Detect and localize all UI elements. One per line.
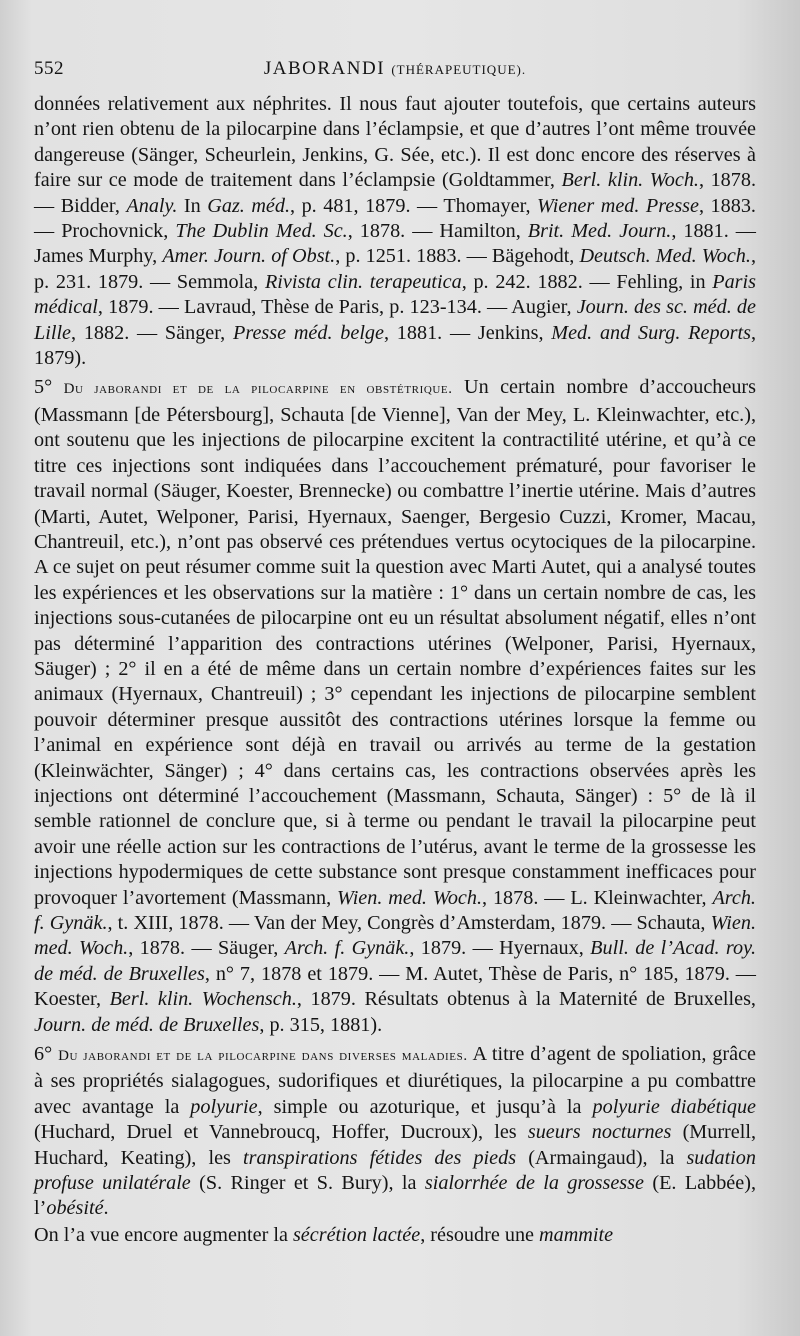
text-run: , 1881. — James Murphy,: [34, 220, 756, 268]
body-text: [34, 92, 756, 1248]
running-head: [34, 58, 756, 80]
emphasis-term: obésité: [46, 1197, 104, 1220]
section-heading: Du jaborandi et de la pilocarpine en obstétrique.: [63, 381, 453, 398]
citation-title: Med. and Surg. Reports: [551, 321, 751, 344]
emphasis-term: mammite: [539, 1223, 614, 1246]
citation-title: Berl. klin. Woch.: [561, 169, 699, 192]
text-run: , 1881. — Jenkins,: [383, 321, 552, 344]
text-run: , n° 7, 1878 et 1879. — M. Autet, Thèse de Paris, n° 185, 1879. — Koester,: [34, 962, 756, 1011]
text-run: , 1879).: [34, 321, 757, 370]
text-run: , 1879. Résultats obtenus à la Maternité de Bruxelles,: [296, 988, 756, 1011]
text-run: (Huchard, Druel et Vannebroucq, Hoffer, Ducroux), les: [34, 1121, 528, 1144]
section-heading: Du jaborandi et de la pilocarpine dans diverses maladies.: [58, 1048, 468, 1065]
text-run: , p. 315, 1881).: [259, 1013, 383, 1036]
text-run: données relativement aux néphrites. Il nous faut ajouter toutefois, que certains auteurs n’ont rien obtenu de la pilocarpine dans l’éclampsie, et que d’autres l’ont même trouvée dangereuse (Sänger, Scheurlein, Jenkins, G. Sée, etc.). Il est donc encore des réserves à faire sur ce mode de traitement dans l’éclampsie (Goldtammer,: [34, 93, 756, 192]
paragraph-lactation: [34, 1223, 756, 1248]
citation-title: Wiener med. Presse: [537, 194, 699, 217]
citation-title: Arch. f. Gynäk.: [284, 937, 410, 960]
text-run: , 1878. — Hamilton,: [347, 220, 528, 243]
citation-title: Analy.: [126, 194, 178, 217]
citation-title: Wien. med. Woch.: [34, 912, 757, 960]
text-run: , p. 1251. 1883. — Bägehodt,: [335, 245, 580, 268]
paragraph-obstetrics: [34, 375, 756, 1038]
text-run: , 1878. — L. Kleinwachter,: [482, 886, 713, 909]
text-run: Un certain nombre d’accoucheurs (Massmann [de Pétersbourg], Schauta [de Vienne], Van der Mey, L. Kleinwachter, etc.), ont soutenu que les injections de pilocarpine excitent la contractilité utérine, et qu’à ce titre ces injections sont indiquées dans l’accouchement prématuré, pour favoriser le travail normal (Säuger, Koester, Brennecke) ou combattre l’inertie utérine. Mais d’autres (Marti, Autet, Welponer, Parisi, Hyernaux, Saenger, Bergesio Cuzzi, Kromer, Macau, Chantreuil, etc.), n’ont pas observé ces prétendues vertus ocytociques de la pilocarpine. A ce sujet on peut résumer comme suit la question avec Marti Autet, qui a analysé toutes les expériences et les observations sur la matière : 1° dans un certain nombre de cas, les injections sous-cutanées de pilocarpine ont eu un résultat absolument négatif, elles n’ont pas déterminé l’apparition des contractions utérines (Welponer, Parisi, Hyernaux, Säuger) ; 2° il en a été de même dans un certain nombre d’expériences faites sur les animaux (Hyernaux, Chantreuil) ; 3° cependant les injections de pilocarpine semblent pouvoir déterminer presque aussitôt des contractions utérines lorsque la femme ou l’animal en expérience sont déjà en travail ou arrivés au terme de la gestation (Kleinwächter, Sänger) ; 4° dans certains cas, les contractions observées après les injections ont déterminé l’accouchement (Massmann, Schauta, Sänger) : 5° de là il semble rationnel de conclure que, si à terme ou pendant le travail la pilocarpine peut avoir une réelle action sur les contractions de l’utérus, avant le terme de la grossesse les injections hypodermiques de cette substance sont presque constamment inefficaces pour provoquer l’avortement (Massmann,: [34, 376, 757, 909]
text-run: , p. 481, 1879. — Thomayer,: [290, 194, 538, 217]
text-run: , simple ou azoturique, et jusqu’à la: [257, 1095, 593, 1118]
text-run: (Murrell, Huchard, Keating), les: [34, 1121, 757, 1169]
text-run: , 1883. — Prochovnick,: [34, 194, 756, 243]
running-head-title: JABORANDI: [263, 58, 386, 79]
text-run: .: [103, 1197, 109, 1220]
text-run: (S. Ringer et S. Bury), la: [190, 1172, 425, 1195]
text-run: , p. 242. 1882. — Fehling, in: [461, 270, 713, 293]
section-number: 5°: [34, 376, 64, 399]
emphasis-term: polyurie diabétique: [592, 1095, 756, 1118]
citation-title: Gaz. méd.: [207, 194, 291, 217]
text-run: , 1878. — Bidder,: [34, 169, 757, 217]
text-run: A titre d’agent de spoliation, grâce à ses propriétés sialagogues, sudorifiques et diurétiques, la pilocarpine a pu combattre avec avantage la: [34, 1043, 756, 1118]
emphasis-term: sueurs nocturnes: [527, 1121, 672, 1144]
text-run: , p. 231. 1879. — Semmola,: [34, 245, 756, 293]
citation-title: The Dublin Med. Sc.: [175, 220, 348, 243]
citation-title: Presse méd. belge: [233, 321, 384, 344]
citation-title: Rivista clin. terapeutica: [264, 270, 462, 293]
text-run: On l’a vue encore augmenter la: [34, 1223, 293, 1246]
emphasis-term: sialorrhée de la grossesse: [424, 1172, 644, 1195]
text-run: , 1879. — Lavraud, Thèse de Paris, p. 123-134. — Augier,: [97, 296, 577, 319]
citation-title: Wien. med. Woch.: [337, 886, 483, 909]
citation-title: Bull. de l’Acad. roy. de méd. de Bruxelles: [34, 937, 756, 985]
citation-title: Deutsch. Med. Woch.: [579, 245, 751, 268]
text-run: , t. XIII, 1878. — Van der Mey, Congrès d’Amsterdam, 1879. — Schauta,: [107, 912, 711, 934]
text-run: , 1878. — Säuger,: [128, 937, 285, 960]
text-run: In: [177, 194, 208, 217]
paragraph-eclampsia: [34, 92, 756, 371]
text-run: (E. Labbée), l’: [34, 1172, 756, 1220]
section-number: 6°: [34, 1043, 59, 1066]
text-run: , résoudre une: [420, 1223, 540, 1246]
page-header: [34, 58, 756, 90]
emphasis-term: transpirations fétides des pieds: [243, 1146, 517, 1169]
citation-title: Journ. de méd. de Bruxelles: [34, 1013, 260, 1036]
citation-title: Berl. klin. Wochensch.: [109, 988, 297, 1011]
citation-title: Amer. Journ. of Obst.: [162, 245, 336, 268]
page-number: 552: [34, 58, 64, 79]
running-head-subtitle: (THÉRAPEUTIQUE).: [391, 62, 527, 77]
citation-title: Arch. f. Gynäk.: [34, 886, 756, 934]
citation-title: Brit. Med. Journ.: [527, 220, 672, 243]
paragraph-diverse-diseases: [34, 1042, 756, 1222]
emphasis-term: sécrétion lactée: [292, 1223, 421, 1246]
text-run: (Armaingaud), la: [516, 1146, 687, 1169]
emphasis-term: sudation profuse unilatérale: [34, 1146, 756, 1195]
text-run: , 1882. — Sänger,: [71, 321, 233, 344]
citation-title: Paris médical: [34, 270, 756, 319]
text-run: , 1879. — Hyernaux,: [409, 937, 591, 960]
emphasis-term: polyurie: [190, 1095, 258, 1118]
citation-title: Journ. des sc. méd. de Lille: [34, 296, 756, 344]
